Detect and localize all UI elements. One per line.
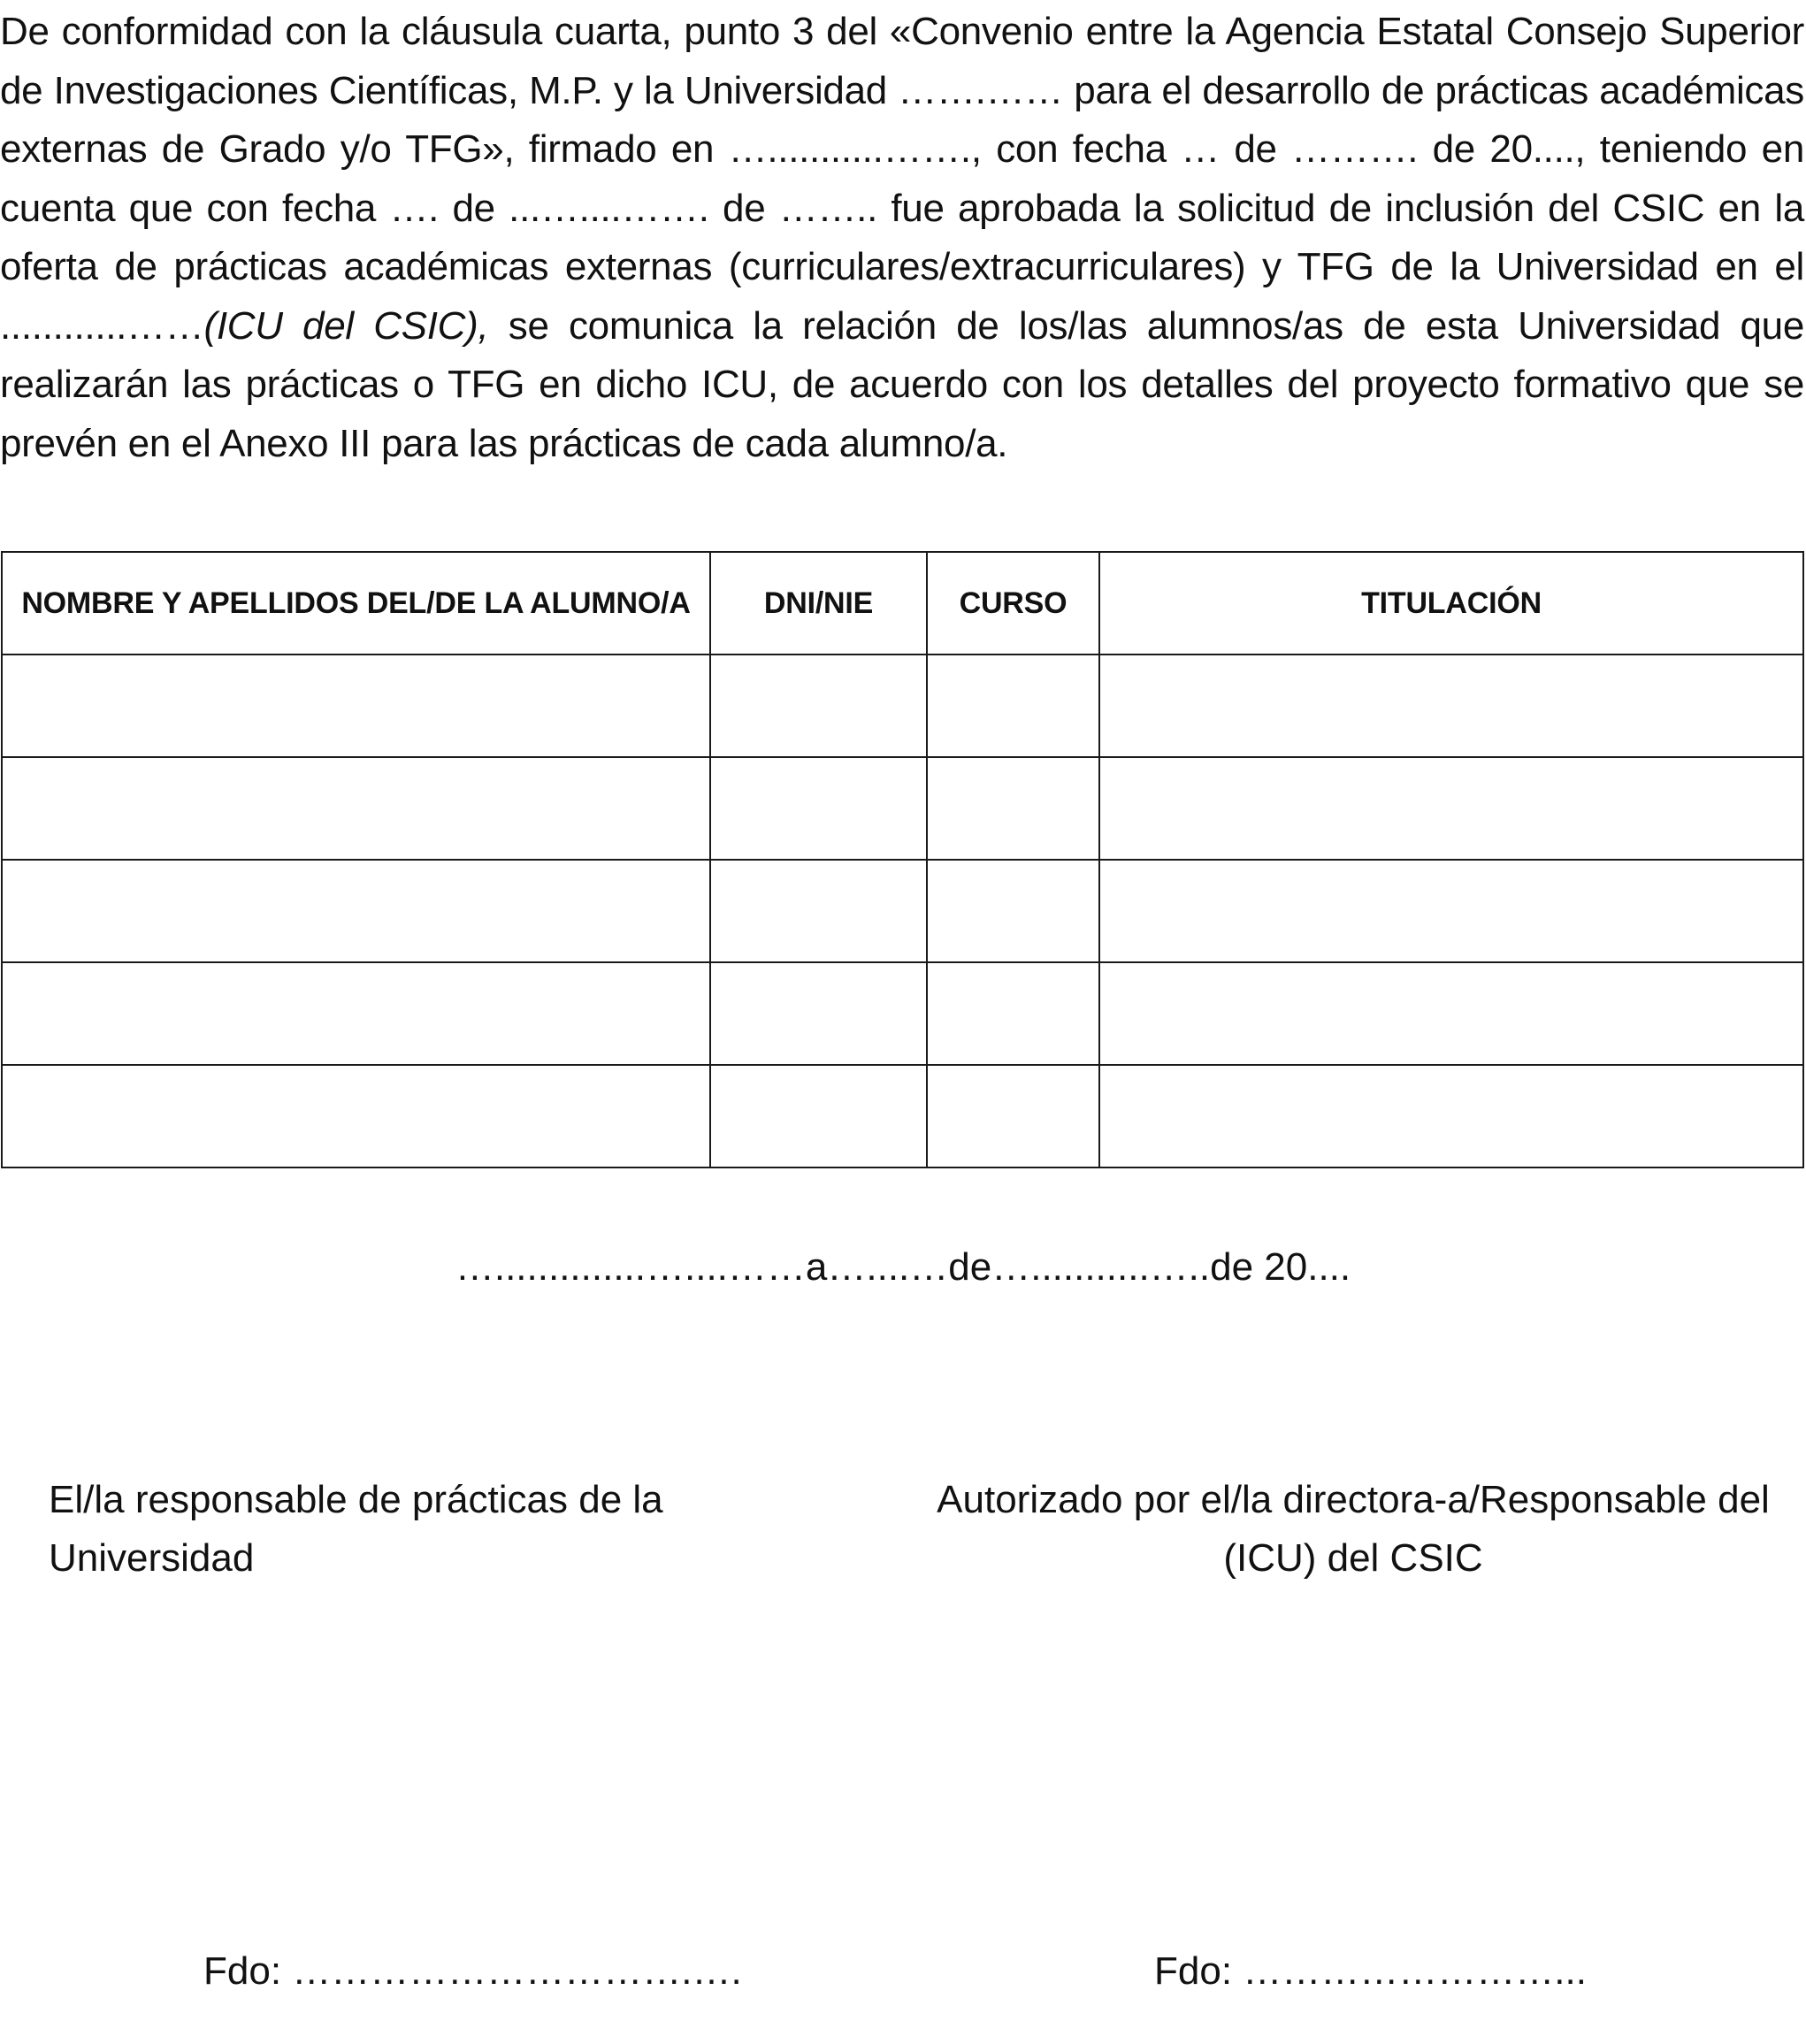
cell-curso[interactable]	[927, 1065, 1099, 1167]
intro-text-end: se comunica la relación de los/las alumnos/as de esta Universidad que realizarán las prácticas o TFG en dicho ICU, de acuerdo con los detalles del proyecto formativo que se prevén en el Anexo III para las prácticas de cada alumno/a.	[0, 303, 1804, 465]
cell-titulacion[interactable]	[1099, 962, 1803, 1065]
table-header-row	[2, 552, 1803, 655]
intro-paragraph	[0, 3, 1804, 473]
signature-label-csic-line1: Autorizado por el/la directora-a/Responsable del	[937, 1478, 1770, 1521]
cell-name[interactable]	[2, 860, 710, 962]
cell-dni[interactable]	[710, 655, 927, 757]
header-name: NOMBRE Y APELLIDOS DEL/DE LA ALUMNO/A	[2, 552, 710, 655]
cell-curso[interactable]	[927, 757, 1099, 860]
cell-titulacion[interactable]	[1099, 655, 1803, 757]
header-dni: DNI/NIE	[710, 552, 927, 655]
intro-text-main: De conformidad con la cláusula cuarta, punto 3 del «Convenio entre la Agencia Estatal Consejo Superior de Investigaciones Científicas, M.P. y la Universidad …….…… para el desarrollo de prácticas académicas externas de Grado y/o TFG», firmado en …...........……., con fecha … de ………. de 20...., teniendo en cuenta que con fecha …. de ...…....……. de …….. fue aprobada la solicitud de inclusión del CSIC en la oferta de prácticas académicas externas (curriculares/extracurriculares) y TFG de la Universidad en el ............……	[0, 10, 1804, 348]
cell-name[interactable]	[2, 757, 710, 860]
cell-titulacion[interactable]	[1099, 860, 1803, 962]
cell-dni[interactable]	[710, 860, 927, 962]
cell-dni[interactable]	[710, 1065, 927, 1167]
signature-label-csic-line2: (ICU) del CSIC	[1223, 1536, 1483, 1580]
table-row	[2, 1065, 1803, 1167]
header-titulacion: TITULACIÓN	[1099, 552, 1803, 655]
signature-fdo-university: Fdo: ………………………….….	[203, 1949, 742, 1993]
students-table	[1, 551, 1804, 1168]
intro-text-italic: (ICU del CSIC),	[203, 303, 489, 348]
cell-dni[interactable]	[710, 757, 927, 860]
signature-label-csic	[911, 1471, 1795, 1588]
place-date-line: …..............…....……a…....…de…...........…..de 20....	[455, 1245, 1351, 1289]
table-row	[2, 757, 1803, 860]
cell-name[interactable]	[2, 655, 710, 757]
table-row	[2, 655, 1803, 757]
cell-name[interactable]	[2, 1065, 710, 1167]
cell-curso[interactable]	[927, 655, 1099, 757]
cell-titulacion[interactable]	[1099, 757, 1803, 860]
header-curso: CURSO	[927, 552, 1099, 655]
signature-fdo-csic: Fdo: ……………………...	[1154, 1949, 1587, 1993]
cell-curso[interactable]	[927, 860, 1099, 962]
cell-name[interactable]	[2, 962, 710, 1065]
cell-dni[interactable]	[710, 962, 927, 1065]
cell-curso[interactable]	[927, 962, 1099, 1065]
table-row	[2, 860, 1803, 962]
cell-titulacion[interactable]	[1099, 1065, 1803, 1167]
signature-label-university: El/la responsable de prácticas de la Universidad	[49, 1478, 663, 1580]
table-row	[2, 962, 1803, 1065]
